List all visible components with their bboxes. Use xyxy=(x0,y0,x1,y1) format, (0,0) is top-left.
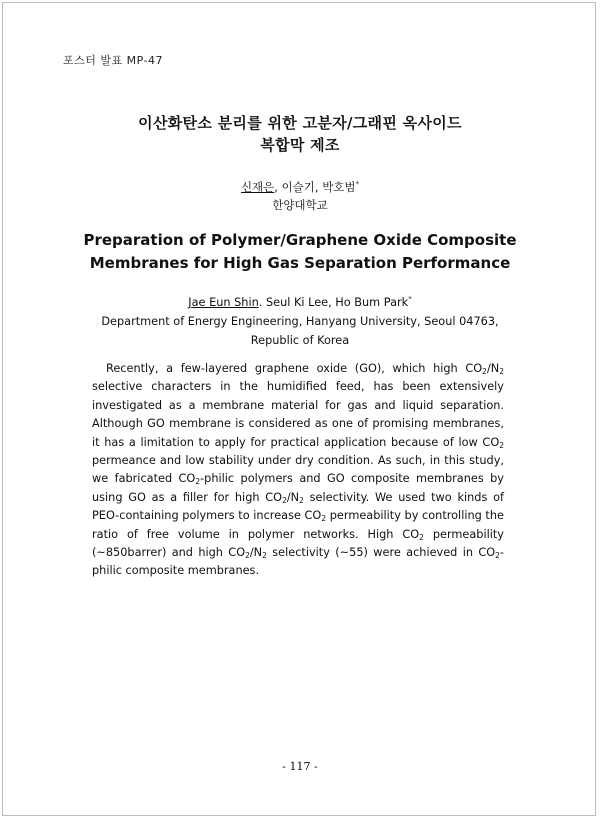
english-title xyxy=(0,229,600,275)
abstract-paragraph xyxy=(92,360,504,581)
abstract-text: selectivity. We used two kinds of PEO-containing polymers to increase CO xyxy=(92,490,504,523)
abstract-text: permeability (~850barrer) and high CO xyxy=(92,527,504,560)
abstract-text: Recently, a few-layered graphene oxide (GO), which high CO xyxy=(106,362,483,375)
abstract-text: selectivity (~55) were achieved in CO xyxy=(266,546,496,560)
korean-title-line-2: 복합막 제조 xyxy=(260,136,340,154)
abstract-text: permeance and low stability under dry condition. As such, in this study, we fabricated CO xyxy=(92,454,504,486)
subscript: 2 xyxy=(495,551,500,561)
subscript: 2 xyxy=(419,532,424,542)
page-number: - 117 - xyxy=(282,760,318,773)
abstract-text: permeability by controlling the ratio of free volume in polymer networks. High CO xyxy=(92,509,504,541)
subscript: 2 xyxy=(499,367,504,376)
corresponding-mark-en: * xyxy=(408,295,412,303)
subscript: 2 xyxy=(499,440,504,450)
subscript: 2 xyxy=(299,495,304,505)
co-authors-en: . Seul Ki Lee, Ho Bum Park xyxy=(258,295,409,309)
abstract-text: /N xyxy=(486,362,500,375)
korean-authors xyxy=(0,175,600,196)
abstract-text: selective characters in the humidified feed, has been extensively investigated as a membrane material for gas and liquid separation. Although GO membrane is considered as one of promising membranes, it has a limitation to apply for practical application because of low CO xyxy=(92,380,504,449)
english-title-line-1: Preparation of Polymer/Graphene Oxide Composite xyxy=(83,231,517,249)
corresponding-mark-ko: * xyxy=(355,180,360,188)
english-affiliation-line-2: Republic of Korea xyxy=(250,333,350,347)
subscript: 2 xyxy=(321,514,327,524)
korean-title-line-1: 이산화탄소 분리를 위한 고분자/그래핀 옥사이드 xyxy=(138,114,462,132)
subscript: 2 xyxy=(195,477,201,487)
subscript: 2 xyxy=(245,551,250,561)
english-title-line-2: Membranes for High Gas Separation Performance xyxy=(89,254,511,272)
abstract-text: /N xyxy=(249,546,263,560)
presenting-author-en: Jae Eun Shin xyxy=(188,295,259,309)
english-authors xyxy=(0,290,600,312)
presenting-author-ko: 신재은 xyxy=(240,179,275,194)
english-affiliation-line-1: Department of Energy Engineering, Hanyang University, Seoul 04763, xyxy=(101,314,499,328)
abstract-text: -philic polymers and GO composite membranes by using GO as a filler for high CO xyxy=(92,472,504,504)
english-authors-block xyxy=(0,290,600,350)
korean-title xyxy=(0,112,600,156)
korean-affiliation: 한양대학교 xyxy=(272,197,328,212)
subscript: 2 xyxy=(262,551,267,561)
subscript: 2 xyxy=(482,367,487,376)
korean-authors-block xyxy=(0,175,600,214)
session-label: 포스터 발표 MP-47 xyxy=(63,54,163,67)
co-authors-ko: , 이슬기, 박호범 xyxy=(274,179,356,194)
abstract-text: -philic composite membranes. xyxy=(92,546,504,578)
abstract-text: /N xyxy=(286,490,300,504)
subscript: 2 xyxy=(282,495,287,505)
